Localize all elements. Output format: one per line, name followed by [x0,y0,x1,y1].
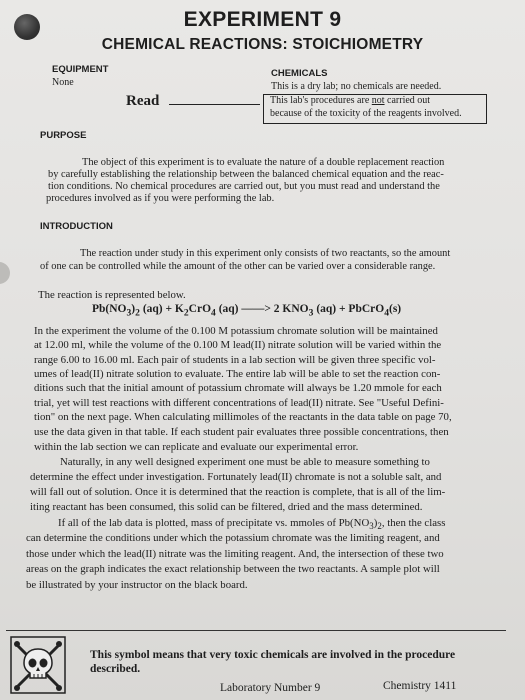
reaction-intro: The reaction is represented below. [38,289,186,301]
purpose-line: The object of this experiment is to evaluate the nature of a double replacement reaction [82,157,445,168]
body-line: will fall out of solution. Once it is determined that the reaction is complete, that is all of the lim- [30,486,446,498]
chemicals-heading: CHEMICALS [271,68,328,79]
footer-lab-number: Laboratory Number 9 [220,682,321,694]
body-line: be illustrated by your instructor on the black board. [26,579,248,591]
purpose-line: by carefully establishing the relationship between the balanced chemical equation and the reac- [48,169,444,180]
footer-course: Chemistry 1411 [383,680,457,692]
equipment-heading: EQUIPMENT [52,64,109,75]
chemical-equation: $Pb(NO_3)_2$ $(aq) + K_2CrO_4$ (aq) ——> 2 $KNO_3$ (aq) + PbCrO$_4$(s) [92,303,402,319]
punch-hole-edge [0,262,10,284]
body-line: umes of lead(II) nitrate solution to evaluate. The entire lab will be able to set the reaction con- [34,368,441,380]
page-subtitle: CHEMICAL REACTIONS: STOICHIOMETRY [101,36,424,53]
notice-line-1: This lab's procedures are not carried out [270,95,431,106]
notice-line-2: because of the toxicity of the reagents involved. [270,108,462,119]
equipment-value: None [52,77,74,88]
body-line: range 6.00 to 16.00 ml. Each pair of students in a lab section will be given three specific vol- [34,354,436,366]
body-line: iting reactant has been consumed, this solid can be filtered, dried and the mass determined. [30,501,423,513]
divider [6,630,506,631]
body-line: determine the effect under investigation. Fortunately lead(II) chromate is not a soluble salt, and [30,471,442,483]
intro-line: The reaction under study in this experiment only consists of two reactants, so the amount [80,248,451,259]
notice-not-underlined: not [371,95,385,106]
read-label: Read [126,93,160,109]
chemicals-value: This is a dry lab; no chemicals are needed. [271,81,442,92]
body-line: can determine the conditions under which the potassium chromate was the limiting reagent, and [26,532,440,544]
body-line: areas on the graph indicates the exact relationship between the two reactants. A sample plot will [26,563,440,575]
warning-line-1: This symbol means that very toxic chemicals are involved in the procedure [90,649,456,661]
body-line: ditions such that the initial amount of potassium chromate will always be 1.20 mmole for each [34,382,442,394]
body-line: Naturally, in any well designed experiment one must be able to measure something to [60,456,430,468]
purpose-heading: PURPOSE [40,130,87,141]
body-line: In the experiment the volume of the 0.100 M potassium chromate solution will be maintained [34,325,438,337]
body-line: tion" on the next page. When calculating millimoles of the reactants in the data table on page 70, [34,411,452,423]
body-line: trial, yet will test reactions with different concentrations of lead(II) nitrate. See "Useful Defini- [34,397,444,409]
purpose-line: procedures involved as if you were performing the lab. [46,193,275,204]
body-line: within the lab section we can replicate and evaluate our experimental error. [34,441,359,453]
introduction-heading: INTRODUCTION [40,221,113,232]
warning-line-2: described. [90,663,141,675]
toxic-warning-text [90,648,455,676]
body-line: If all of the lab data is plotted, mass of precipitate vs. mmoles of $Pb(NO_3)_2$, then the class [58,517,446,532]
body-line: those under which the lead(II) nitrate was the limiting reagent. And, the intersection of these two [26,548,444,560]
purpose-line: tion conditions. No chemical procedures are carried out, but you must read and understand the [48,181,440,192]
read-arrow-line [169,104,260,105]
body-line: at 12.00 ml, while the volume of the 0.100 M lead(II) nitrate solution will be varied within the [34,339,442,351]
page-title: EXPERIMENT 9 [183,8,342,31]
intro-line: of one can be controlled while the amount of the other can be varied over a considerable range. [40,261,436,272]
toxic-skull-icon [10,636,66,694]
body-line: use the data given in that table. If each student pair evaluates three possible concentrations, then [34,426,449,438]
